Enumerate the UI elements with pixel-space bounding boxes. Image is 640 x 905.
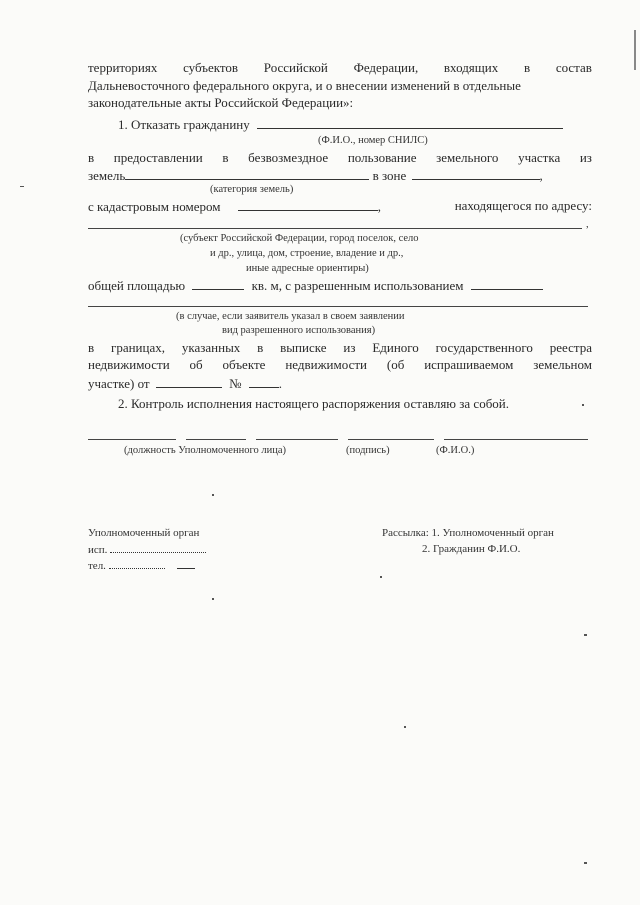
- intro-line-3: законодательные акты Российской Федерации»:: [88, 95, 354, 110]
- word: в: [222, 150, 229, 165]
- word: безвозмездное: [248, 150, 329, 165]
- signature-line-segment: [444, 439, 588, 440]
- word: земельного: [436, 150, 499, 165]
- zone-blank: [412, 167, 540, 180]
- phone-blank-2: [177, 558, 195, 569]
- signature-line-segment: [88, 439, 176, 440]
- item1-line-7: [88, 357, 592, 373]
- word: участка: [518, 150, 561, 165]
- item1-line-1: [118, 116, 592, 133]
- item1-line-4: с кадастровым номером , находящегося по адресу:: [88, 198, 592, 214]
- word: предоставлении: [113, 150, 203, 165]
- number-sign: №: [229, 376, 242, 391]
- word: в: [88, 150, 95, 165]
- footer-authorized-body: Уполномоченный орган: [88, 527, 200, 539]
- word: Единого: [372, 340, 419, 355]
- word: недвижимости: [285, 357, 367, 372]
- footer-mailing-item-2: 2. Гражданин Ф.И.О.: [422, 543, 521, 555]
- intro-line-2: Дальневосточного федерального округа, и о внесении изменений в отдельные: [88, 78, 521, 93]
- permitted-use-blank: [471, 277, 543, 290]
- scan-edge-mark: [634, 30, 636, 70]
- word: Российской: [263, 60, 328, 75]
- phone-blank: [109, 558, 165, 569]
- footer-executor: [88, 542, 206, 558]
- word: объекте: [222, 357, 266, 372]
- permitted-use-blank-line: [88, 306, 588, 307]
- word: пользование: [347, 150, 417, 165]
- word: государственного: [435, 340, 533, 355]
- caption-use-1: (в случае, если заявитель указал в своем заявлении: [176, 311, 405, 322]
- executor-label: исп.: [88, 544, 108, 556]
- phone-label: тел.: [88, 560, 106, 572]
- word: земельном: [533, 357, 592, 372]
- item1-line-3: земель в зоне ,: [88, 168, 543, 183]
- extract-date-blank: [156, 375, 222, 388]
- address-text: находящегося по адресу:: [454, 198, 592, 213]
- word: субъектов: [183, 60, 239, 75]
- word: выписке: [280, 340, 327, 355]
- caption-use-2: вид разрешенного использования): [222, 325, 376, 336]
- item1-line-5: [88, 277, 592, 294]
- extract-date-text: участке) от: [88, 376, 150, 391]
- land-text: земель: [88, 168, 126, 183]
- word: указанных: [181, 340, 241, 355]
- word: об: [189, 357, 203, 372]
- word: испрашиваемом: [424, 357, 514, 372]
- caption-signature: (подпись): [346, 445, 390, 456]
- word: в: [88, 340, 95, 355]
- caption-address-1: (субъект Российской Федерации, город поселок, село: [180, 233, 419, 244]
- caption-address-2: и др., улица, дом, строение, владение и др.,: [210, 248, 404, 259]
- word: из: [343, 340, 356, 355]
- address-blank-line: [88, 228, 582, 229]
- item1-line-2: [88, 150, 592, 166]
- cadastral-number-blank: [238, 198, 378, 211]
- intro-line-1: [88, 60, 592, 76]
- item2-line: 2. Контроль исполнения настоящего распоряжения оставляю за собой.: [118, 396, 510, 411]
- word: из: [579, 150, 592, 165]
- area-blank: [192, 277, 244, 290]
- citizen-name-blank: [257, 116, 563, 129]
- caption-position: (должность Уполномоченного лица): [124, 445, 286, 456]
- word: реестра: [549, 340, 592, 355]
- signature-line-segment: [256, 439, 338, 440]
- cadastral-number-text: с кадастровым номером: [88, 199, 221, 214]
- item1-line-8: участке) от № .: [88, 376, 283, 391]
- refuse-citizen-text: 1. Отказать гражданину: [118, 117, 250, 132]
- executor-blank: [110, 542, 206, 553]
- caption-fio: (Ф.И.О.): [436, 445, 475, 456]
- document-page: территориях субъектов Российской Федерации, входящих в состав Дальневосточного федерального округа, и о внесении изменений в отдельные законодательные акты Российской Федерации»: 1. Отказать гражданину (Ф.И.О., номер СНИЛС) в предоставлении в безвозмездное пользование земельного участка из земель в зоне , (категория земель) с кадастровым номером , находящегося по адресу: , (субъект Российской Федерации, город поселок, село и др., улица, дом, строение, владение и др., иные адресные ориентиры) общей площадью кв. м, с разрешенным использованием (в случае, если заявитель указал в своем заявлении вид разрешенного использования) в границах, указанных в выписке из Единого государственного реестра недвижимости об объекте недвижимости (об испрашиваемом земельном участке) от № . 2. Контроль исполнения настоящего распоряжения оставляю за собой. (должность Уполномоченного лица) (подпись) (Ф.И.О.) Уполномоченный орган исп. тел. Рассылка: 1. Уполномоченный орган 2. Гражданин Ф.И.О.: [0, 0, 640, 905]
- word: границах,: [111, 340, 165, 355]
- extract-number-blank: [249, 375, 279, 388]
- land-category-blank: [125, 167, 369, 180]
- total-area-text: общей площадью: [88, 278, 186, 293]
- footer-mailing-list: Рассылка: 1. Уполномоченный орган: [382, 527, 554, 539]
- word: в: [257, 340, 264, 355]
- word: входящих: [443, 60, 499, 75]
- caption-land-category: (категория земель): [210, 184, 294, 195]
- footer-phone: [88, 558, 195, 574]
- word: недвижимости: [88, 357, 170, 372]
- zone-text: в зоне: [372, 168, 407, 183]
- word: территориях: [88, 60, 158, 75]
- caption-address-3: иные адресные ориентиры): [246, 263, 369, 274]
- word: (об: [386, 357, 405, 372]
- item1-line-6: [88, 340, 592, 356]
- signature-line-segment: [348, 439, 434, 440]
- permitted-use-text: кв. м, с разрешенным использованием: [251, 278, 464, 293]
- word: в: [523, 60, 531, 75]
- word: состав: [555, 60, 592, 75]
- word: Федерации,: [353, 60, 419, 75]
- caption-fio-snils: (Ф.И.О., номер СНИЛС): [318, 135, 428, 146]
- signature-line-segment: [186, 439, 246, 440]
